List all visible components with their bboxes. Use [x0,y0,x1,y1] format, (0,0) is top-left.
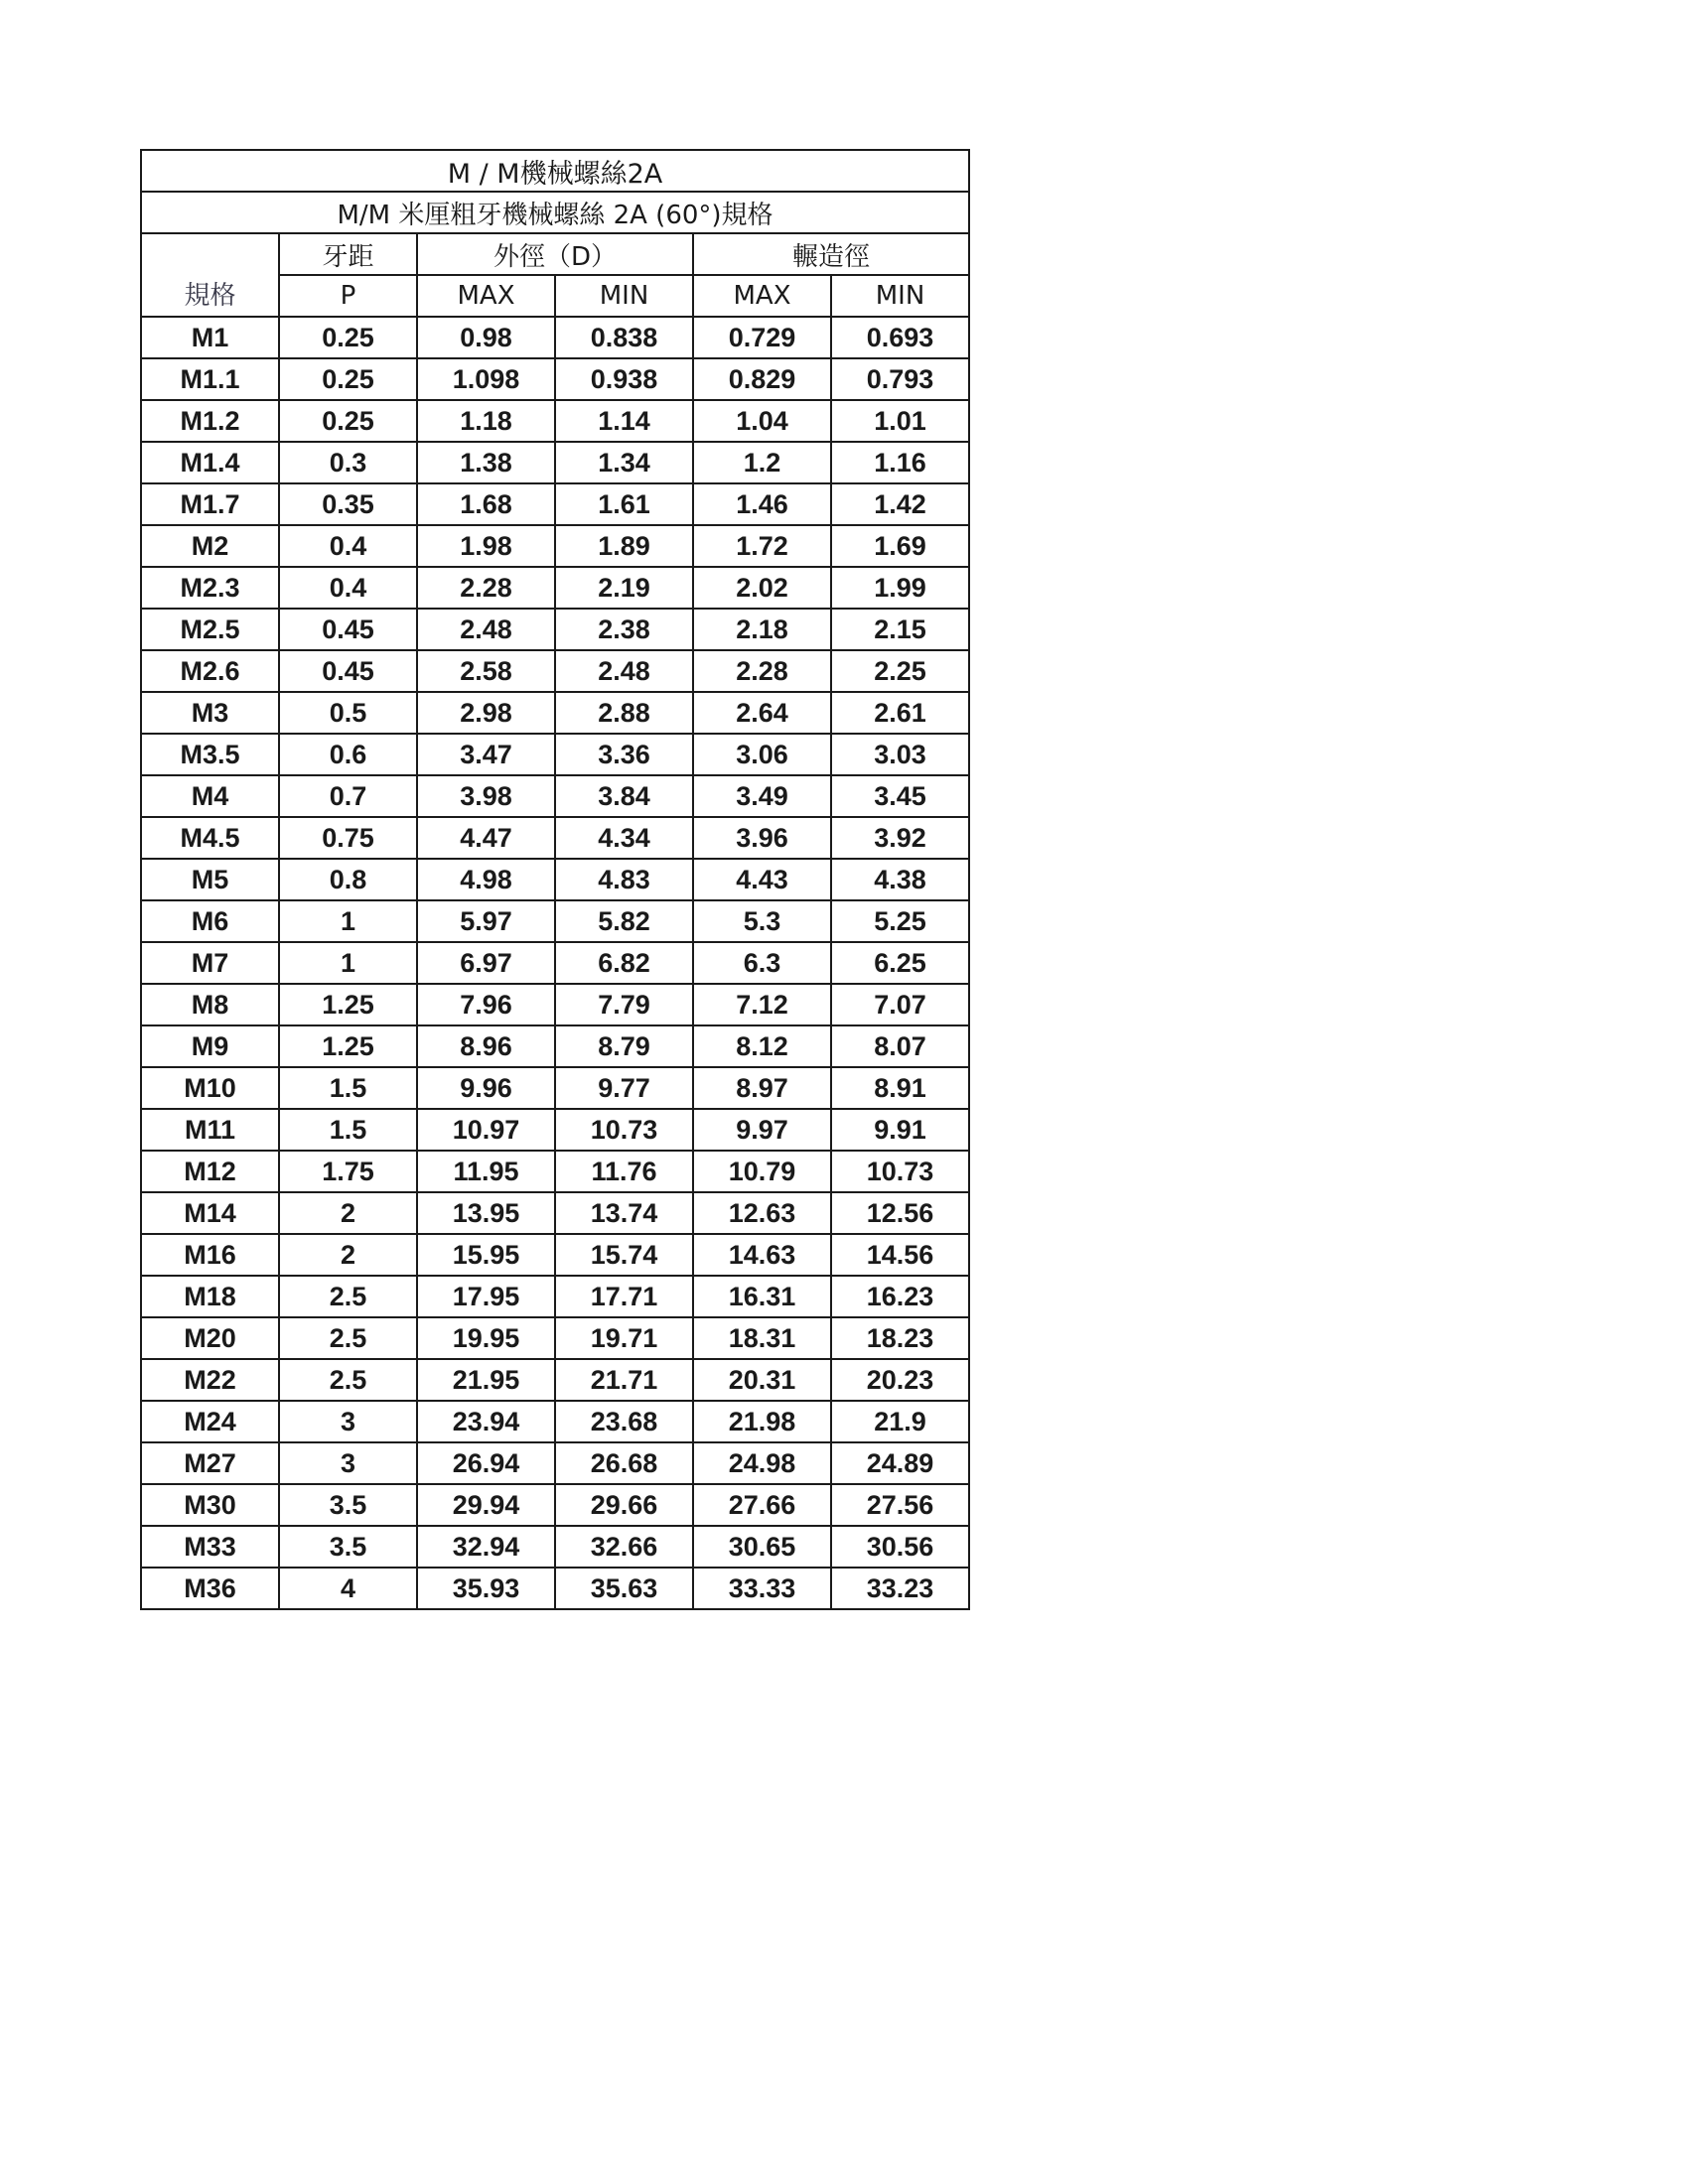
cell-pitch: 2.5 [279,1276,417,1317]
cell-pitch: 3 [279,1401,417,1442]
header-outer-min: MIN [555,275,693,317]
table-row [141,1442,969,1484]
cell-pitch: 0.4 [279,525,417,567]
cell-rolled-max: 4.43 [693,859,831,900]
table-row [141,1109,969,1151]
cell-rolled-max: 16.31 [693,1276,831,1317]
cell-pitch: 0.8 [279,859,417,900]
table-row [141,358,969,400]
cell-spec: M1.1 [141,358,279,400]
cell-rolled-min: 2.15 [831,609,969,650]
cell-rolled-min: 1.99 [831,567,969,609]
cell-outer-min: 2.48 [555,650,693,692]
table-row [141,650,969,692]
cell-outer-min: 5.82 [555,900,693,942]
cell-spec: M1.4 [141,442,279,483]
cell-rolled-max: 9.97 [693,1109,831,1151]
cell-pitch: 1.75 [279,1151,417,1192]
cell-spec: M1.7 [141,483,279,525]
cell-outer-min: 7.79 [555,984,693,1025]
cell-rolled-max: 27.66 [693,1484,831,1526]
cell-rolled-max: 33.33 [693,1568,831,1609]
cell-spec: M4 [141,775,279,817]
cell-outer-max: 5.97 [417,900,555,942]
cell-rolled-max: 1.46 [693,483,831,525]
table-row [141,1234,969,1276]
cell-outer-min: 3.36 [555,734,693,775]
cell-outer-max: 26.94 [417,1442,555,1484]
cell-rolled-max: 1.72 [693,525,831,567]
cell-rolled-max: 6.3 [693,942,831,984]
header-group-row [141,233,969,275]
cell-rolled-min: 1.69 [831,525,969,567]
cell-pitch: 2.5 [279,1317,417,1359]
cell-rolled-min: 33.23 [831,1568,969,1609]
cell-outer-min: 19.71 [555,1317,693,1359]
cell-rolled-max: 10.79 [693,1151,831,1192]
cell-rolled-min: 3.45 [831,775,969,817]
cell-pitch: 0.4 [279,567,417,609]
table-row [141,483,969,525]
header-outer-diameter-group: 外徑（D） [417,233,693,275]
cell-rolled-max: 14.63 [693,1234,831,1276]
table-row [141,1025,969,1067]
table-row [141,400,969,442]
table-row [141,1359,969,1401]
cell-pitch: 2 [279,1192,417,1234]
cell-spec: M10 [141,1067,279,1109]
cell-spec: M1 [141,317,279,358]
cell-pitch: 1.25 [279,1025,417,1067]
cell-outer-max: 3.98 [417,775,555,817]
cell-pitch: 3 [279,1442,417,1484]
cell-pitch: 1 [279,942,417,984]
cell-outer-max: 6.97 [417,942,555,984]
cell-rolled-max: 18.31 [693,1317,831,1359]
cell-outer-max: 2.48 [417,609,555,650]
cell-spec: M24 [141,1401,279,1442]
cell-spec: M4.5 [141,817,279,859]
cell-spec: M2.5 [141,609,279,650]
cell-outer-min: 3.84 [555,775,693,817]
table-row [141,317,969,358]
cell-pitch: 0.25 [279,358,417,400]
header-pitch-p: P [279,275,417,317]
cell-outer-min: 1.61 [555,483,693,525]
cell-rolled-min: 3.92 [831,817,969,859]
cell-rolled-max: 3.49 [693,775,831,817]
cell-outer-min: 1.89 [555,525,693,567]
cell-outer-min: 15.74 [555,1234,693,1276]
cell-rolled-min: 0.693 [831,317,969,358]
cell-rolled-max: 30.65 [693,1526,831,1568]
cell-rolled-min: 12.56 [831,1192,969,1234]
cell-outer-max: 0.98 [417,317,555,358]
table-row [141,525,969,567]
cell-pitch: 2.5 [279,1359,417,1401]
cell-pitch: 0.6 [279,734,417,775]
cell-outer-max: 13.95 [417,1192,555,1234]
cell-pitch: 1.5 [279,1109,417,1151]
cell-outer-max: 23.94 [417,1401,555,1442]
cell-outer-min: 26.68 [555,1442,693,1484]
cell-outer-min: 0.838 [555,317,693,358]
cell-rolled-min: 21.9 [831,1401,969,1442]
cell-outer-max: 2.98 [417,692,555,734]
cell-rolled-max: 24.98 [693,1442,831,1484]
cell-rolled-max: 2.02 [693,567,831,609]
cell-spec: M2.6 [141,650,279,692]
cell-outer-min: 17.71 [555,1276,693,1317]
table-row [141,1067,969,1109]
cell-pitch: 2 [279,1234,417,1276]
table-subtitle: M/M 米厘粗牙機械螺絲 2A (60°)規格 [141,192,969,233]
table-row [141,1484,969,1526]
cell-rolled-min: 8.07 [831,1025,969,1067]
cell-rolled-max: 20.31 [693,1359,831,1401]
cell-outer-max: 1.38 [417,442,555,483]
cell-pitch: 0.75 [279,817,417,859]
table-row [141,942,969,984]
cell-outer-min: 21.71 [555,1359,693,1401]
cell-rolled-max: 1.04 [693,400,831,442]
cell-rolled-min: 14.56 [831,1234,969,1276]
cell-outer-max: 3.47 [417,734,555,775]
cell-spec: M16 [141,1234,279,1276]
cell-outer-max: 2.58 [417,650,555,692]
cell-rolled-min: 27.56 [831,1484,969,1526]
cell-rolled-min: 6.25 [831,942,969,984]
cell-outer-max: 19.95 [417,1317,555,1359]
cell-pitch: 0.25 [279,400,417,442]
cell-rolled-min: 10.73 [831,1151,969,1192]
cell-spec: M30 [141,1484,279,1526]
cell-rolled-min: 18.23 [831,1317,969,1359]
table-row [141,442,969,483]
cell-pitch: 0.35 [279,483,417,525]
table-row [141,692,969,734]
cell-outer-max: 15.95 [417,1234,555,1276]
cell-pitch: 1.25 [279,984,417,1025]
cell-rolled-max: 5.3 [693,900,831,942]
table-row [141,1401,969,1442]
cell-pitch: 0.7 [279,775,417,817]
cell-rolled-max: 0.729 [693,317,831,358]
table-row [141,1526,969,1568]
cell-rolled-max: 2.28 [693,650,831,692]
cell-outer-min: 0.938 [555,358,693,400]
table-row [141,1568,969,1609]
cell-spec: M11 [141,1109,279,1151]
cell-pitch: 0.45 [279,609,417,650]
table-row [141,734,969,775]
cell-outer-min: 23.68 [555,1401,693,1442]
cell-outer-min: 10.73 [555,1109,693,1151]
cell-pitch: 0.25 [279,317,417,358]
cell-spec: M36 [141,1568,279,1609]
cell-spec: M8 [141,984,279,1025]
table-row [141,775,969,817]
cell-outer-min: 4.83 [555,859,693,900]
cell-rolled-min: 24.89 [831,1442,969,1484]
cell-outer-max: 11.95 [417,1151,555,1192]
cell-spec: M9 [141,1025,279,1067]
thread-spec-table [140,149,970,1610]
cell-outer-max: 1.18 [417,400,555,442]
table-row [141,817,969,859]
cell-outer-max: 9.96 [417,1067,555,1109]
cell-outer-min: 32.66 [555,1526,693,1568]
cell-outer-min: 2.19 [555,567,693,609]
cell-outer-max: 35.93 [417,1568,555,1609]
cell-spec: M3.5 [141,734,279,775]
cell-rolled-min: 5.25 [831,900,969,942]
cell-rolled-max: 8.12 [693,1025,831,1067]
table-row [141,859,969,900]
cell-rolled-max: 21.98 [693,1401,831,1442]
header-rolled-max: MAX [693,275,831,317]
cell-pitch: 0.45 [279,650,417,692]
cell-rolled-min: 7.07 [831,984,969,1025]
cell-outer-max: 32.94 [417,1526,555,1568]
table-row [141,1192,969,1234]
cell-spec: M1.2 [141,400,279,442]
cell-rolled-min: 1.42 [831,483,969,525]
cell-outer-max: 4.47 [417,817,555,859]
cell-outer-max: 1.98 [417,525,555,567]
cell-outer-min: 35.63 [555,1568,693,1609]
table-row [141,567,969,609]
cell-spec: M33 [141,1526,279,1568]
cell-pitch: 1 [279,900,417,942]
cell-outer-max: 29.94 [417,1484,555,1526]
cell-rolled-max: 2.64 [693,692,831,734]
cell-outer-min: 2.38 [555,609,693,650]
cell-spec: M2 [141,525,279,567]
header-outer-max: MAX [417,275,555,317]
cell-rolled-max: 7.12 [693,984,831,1025]
cell-rolled-min: 8.91 [831,1067,969,1109]
cell-outer-min: 2.88 [555,692,693,734]
title-row [141,150,969,192]
cell-spec: M6 [141,900,279,942]
cell-spec: M18 [141,1276,279,1317]
cell-outer-max: 21.95 [417,1359,555,1401]
table-row [141,900,969,942]
cell-rolled-max: 3.96 [693,817,831,859]
cell-rolled-min: 20.23 [831,1359,969,1401]
cell-rolled-max: 0.829 [693,358,831,400]
cell-outer-min: 1.34 [555,442,693,483]
cell-pitch: 4 [279,1568,417,1609]
table-row [141,1151,969,1192]
cell-rolled-max: 3.06 [693,734,831,775]
cell-spec: M3 [141,692,279,734]
table-row [141,1276,969,1317]
cell-outer-max: 2.28 [417,567,555,609]
cell-rolled-min: 16.23 [831,1276,969,1317]
subtitle-row [141,192,969,233]
cell-rolled-min: 1.01 [831,400,969,442]
cell-outer-min: 1.14 [555,400,693,442]
table-title: M / M機械螺絲2A [141,150,969,192]
cell-outer-max: 1.098 [417,358,555,400]
cell-outer-max: 17.95 [417,1276,555,1317]
cell-pitch: 0.3 [279,442,417,483]
cell-rolled-min: 2.25 [831,650,969,692]
header-rolled-diameter-group: 輾造徑 [693,233,969,275]
table-row [141,609,969,650]
cell-outer-min: 13.74 [555,1192,693,1234]
table-row [141,984,969,1025]
cell-outer-min: 6.82 [555,942,693,984]
cell-outer-max: 8.96 [417,1025,555,1067]
cell-outer-min: 11.76 [555,1151,693,1192]
cell-outer-max: 4.98 [417,859,555,900]
cell-rolled-min: 2.61 [831,692,969,734]
cell-spec: M22 [141,1359,279,1401]
cell-pitch: 3.5 [279,1526,417,1568]
header-pitch-group: 牙距 [279,233,417,275]
cell-rolled-max: 8.97 [693,1067,831,1109]
cell-spec: M27 [141,1442,279,1484]
cell-pitch: 1.5 [279,1067,417,1109]
table-row [141,1317,969,1359]
cell-rolled-min: 30.56 [831,1526,969,1568]
cell-outer-min: 9.77 [555,1067,693,1109]
cell-pitch: 3.5 [279,1484,417,1526]
cell-outer-max: 7.96 [417,984,555,1025]
cell-outer-min: 4.34 [555,817,693,859]
cell-rolled-min: 9.91 [831,1109,969,1151]
cell-outer-max: 10.97 [417,1109,555,1151]
cell-pitch: 0.5 [279,692,417,734]
cell-rolled-max: 12.63 [693,1192,831,1234]
cell-spec: M14 [141,1192,279,1234]
cell-spec: M7 [141,942,279,984]
header-rolled-min: MIN [831,275,969,317]
cell-spec: M12 [141,1151,279,1192]
cell-outer-min: 29.66 [555,1484,693,1526]
cell-outer-max: 1.68 [417,483,555,525]
cell-spec: M2.3 [141,567,279,609]
cell-rolled-max: 2.18 [693,609,831,650]
cell-rolled-min: 3.03 [831,734,969,775]
header-spec: 規格 [141,233,279,317]
cell-outer-min: 8.79 [555,1025,693,1067]
cell-spec: M5 [141,859,279,900]
thread-spec-table-body [141,150,969,1609]
cell-rolled-max: 1.2 [693,442,831,483]
cell-rolled-min: 0.793 [831,358,969,400]
cell-spec: M20 [141,1317,279,1359]
cell-rolled-min: 4.38 [831,859,969,900]
cell-rolled-min: 1.16 [831,442,969,483]
